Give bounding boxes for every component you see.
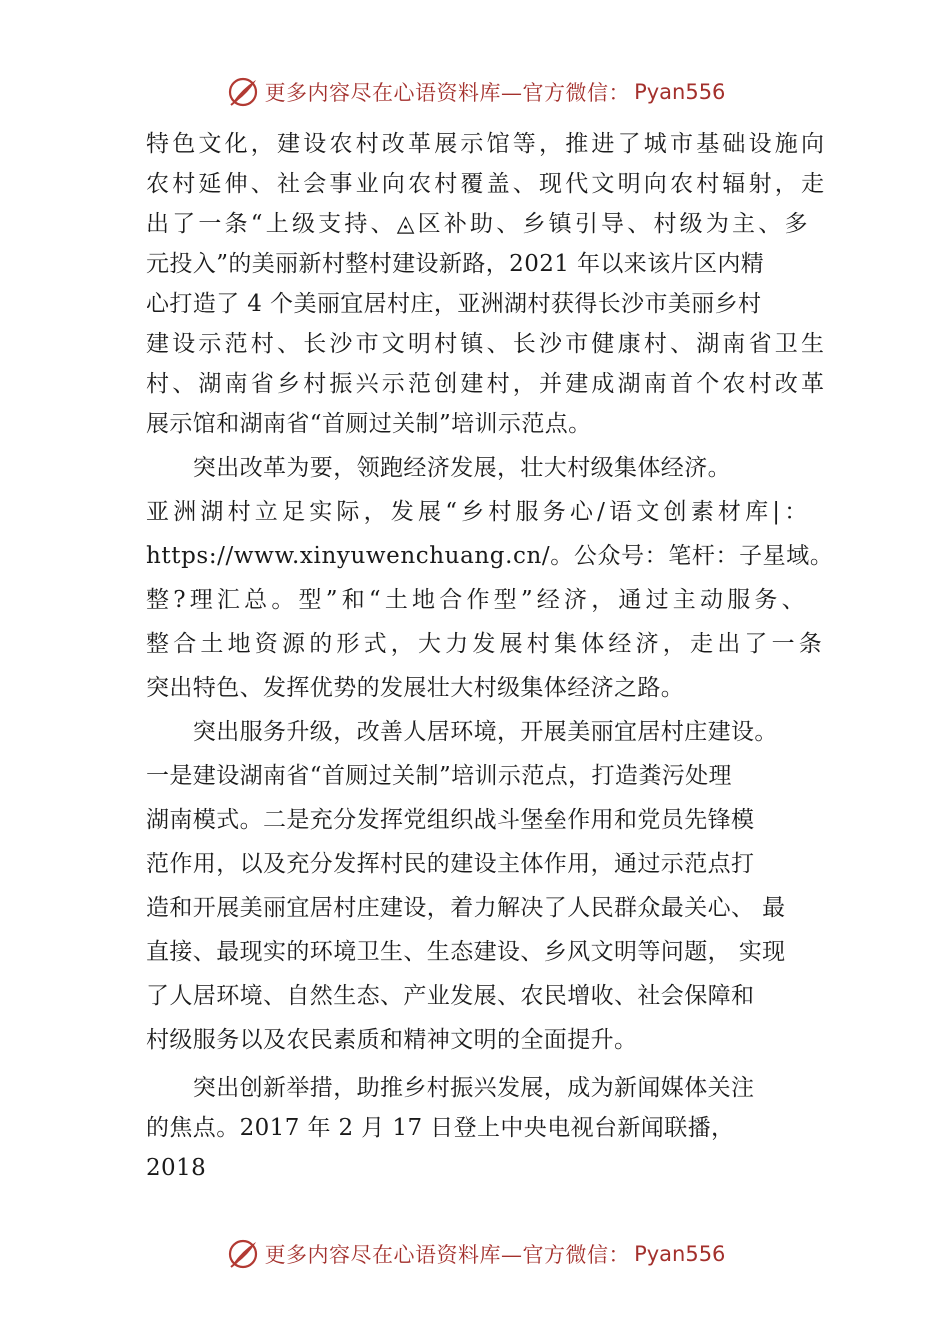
- text-line: 建设示范村、长沙市文明村镇、长沙市健康村、湖南省卫生: [146, 331, 828, 357]
- watermark-text: 更多内容尽在心语资料库—官方微信：: [264, 81, 631, 105]
- text-line: 出了一条“上级支持、◬区补助、乡镇引导、村级为主、多: [146, 211, 811, 237]
- text-line: 村级服务以及农民素质和精神文明的全面提升。: [146, 1027, 638, 1053]
- text-line: 元投入”的美丽新村整村建设新路，2021 年以来该片区内精: [146, 251, 765, 277]
- text-line: 的焦点。2017 年 2 月 17 日登上中央电视台新闻联播，: [146, 1115, 735, 1141]
- watermark-wechat-id: Pyan556: [634, 80, 726, 104]
- text-line: 突出服务升级，改善人居环境，开展美丽宜居村庄建设。: [146, 719, 778, 745]
- text-line: 一是建设湖南省“首厕过关制”培训示范点，打造粪污处理: [146, 763, 732, 789]
- watermark-wechat-id: Pyan556: [634, 1242, 726, 1266]
- text-line: 亚洲湖村立足实际，发展“乡村服务心/语文创素材库|：: [146, 499, 812, 525]
- header-watermark: [0, 70, 950, 114]
- text-line: 展示馆和湖南省“首厕过关制”培训示范点。: [146, 411, 592, 437]
- text-line: 整合土地资源的形式，大力发展村集体经济，走出了一条: [146, 631, 826, 657]
- text-line: https://www.xinyuwenchuang.cn/。公众号：笔杆：子星域。: [146, 543, 834, 569]
- text-line: 直接、最现实的环境卫生、生态建设、乡风文明等问题， 实现: [146, 939, 786, 965]
- text-line: 了人居环境、自然生态、产业发展、农民增收、社会保障和: [146, 983, 755, 1009]
- text-line: 2018: [146, 1155, 207, 1181]
- text-line: 特色文化，建设农村改革展示馆等，推进了城市基础设施向: [146, 131, 828, 157]
- text-line: 范作用，以及充分发挥村民的建设主体作用，通过示范点打: [146, 851, 755, 877]
- text-line: 心打造了 4 个美丽宜居村庄，亚洲湖村获得长沙市美丽乡村: [146, 291, 762, 317]
- text-line: 突出创新举措，助推乡村振兴发展，成为新闻媒体关注: [146, 1075, 755, 1101]
- text-line: 整?理汇总。型”和“土地合作型”经济，通过主动服务、: [146, 587, 809, 613]
- text-line: 村、湖南省乡村振兴示范创建村，并建成湖南首个农村改革: [146, 371, 828, 397]
- text-line: 突出改革为要，领跑经济发展，壮大村级集体经济。: [146, 455, 731, 481]
- watermark-text: 更多内容尽在心语资料库—官方微信：: [264, 1243, 631, 1267]
- text-line: 造和开展美丽宜居村庄建设，着力解决了人民群众最关心、 最: [146, 895, 786, 921]
- pen-logo-icon: [225, 1236, 261, 1272]
- footer-watermark: [0, 1232, 950, 1276]
- text-line: 农村延伸、社会事业向农村覆盖、现代文明向农村辐射，走: [146, 171, 828, 197]
- text-line: 湖南模式。二是充分发挥党组织战斗堡垒作用和党员先锋模: [146, 807, 755, 833]
- text-line: 突出特色、发挥优势的发展壮大村级集体经济之路。: [146, 675, 685, 701]
- document-body: [146, 124, 834, 1188]
- pen-logo-icon: [225, 74, 261, 110]
